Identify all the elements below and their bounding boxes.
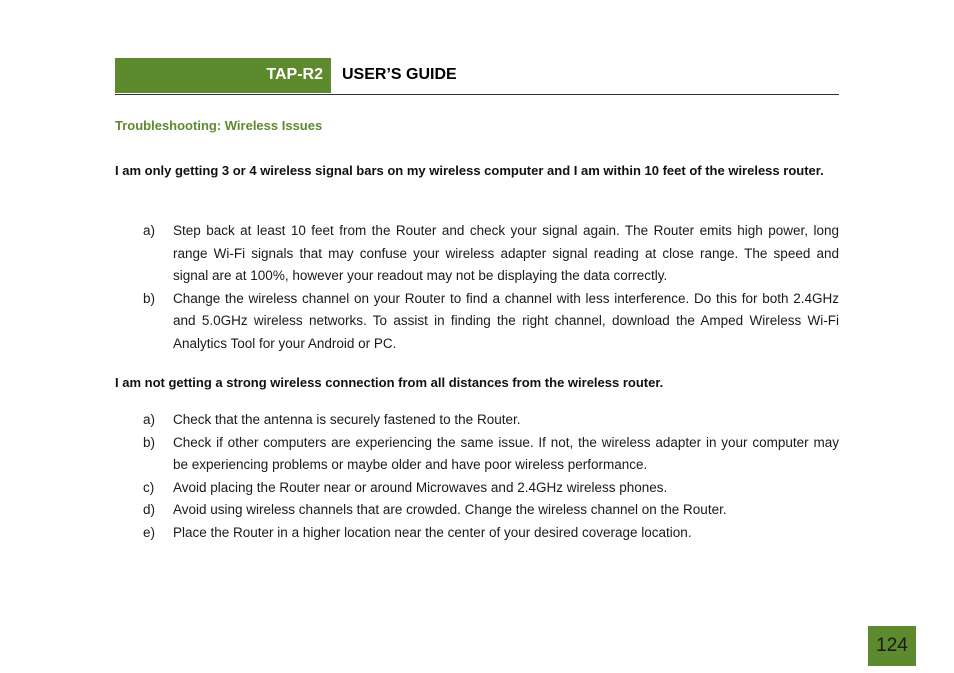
list-item-text: Avoid placing the Router near or around Microwaves and 2.4GHz wireless phones. [173,479,668,495]
list-marker: c) [143,479,155,495]
list-item [143,288,839,356]
list-item [143,220,839,288]
list-marker: a) [143,412,156,427]
page-header [115,58,839,95]
header-model-block [115,58,331,93]
page-number: 124 [868,626,916,666]
header-guide-title: USER’S GUIDE [342,66,457,83]
list-item-text: Avoid using wireless channels that are crowded. Change the wireless channel on the Router. [173,502,727,517]
list-item [143,432,839,477]
list-item-text: Check that the antenna is securely fastened to the Router. [173,412,521,427]
list-marker: b) [143,434,156,450]
list-item-text: Place the Router in a higher location near the center of your desired coverage location. [173,524,692,540]
list-marker: b) [143,290,156,306]
issue-solutions-2 [143,409,839,544]
list-item [143,409,839,432]
list-item-text: Step back at least 10 feet from the Router and check your signal again. The Router emits high power, long range Wi-Fi signals that may confuse your wireless adapter signal reading at close range. The speed and signal are at 100%, however your readout may not be displaying the data correctly. [173,223,839,283]
list-marker: d) [143,502,156,517]
list-item [143,499,839,522]
header-model-label: TAP-R2 [266,66,323,83]
list-item [143,522,839,545]
list-item-text: Change the wireless channel on your Router to find a channel with less interference. Do this for both 2.4GHz and 5.0GHz wireless networks. To assist in finding the right channel, download the Amped Wireless Wi-Fi Analytics Tool for your Android or PC. [173,290,839,351]
list-item [143,477,839,500]
issue-question-2: I am not getting a strong wireless connection from all distances from the wireless router. [115,375,664,390]
list-item-text: Check if other computers are experiencing the same issue. If not, the wireless adapter in your computer may be experiencing problems or maybe older and have poor wireless performance. [173,434,839,472]
issue-solutions-1 [143,220,839,355]
issue-question-1: I am only getting 3 or 4 wireless signal bars on my wireless computer and I am within 10 feet of the wireless router. [115,163,824,178]
list-marker: a) [143,223,156,238]
section-title: Troubleshooting: Wireless Issues [115,118,323,133]
list-marker: e) [143,524,156,540]
